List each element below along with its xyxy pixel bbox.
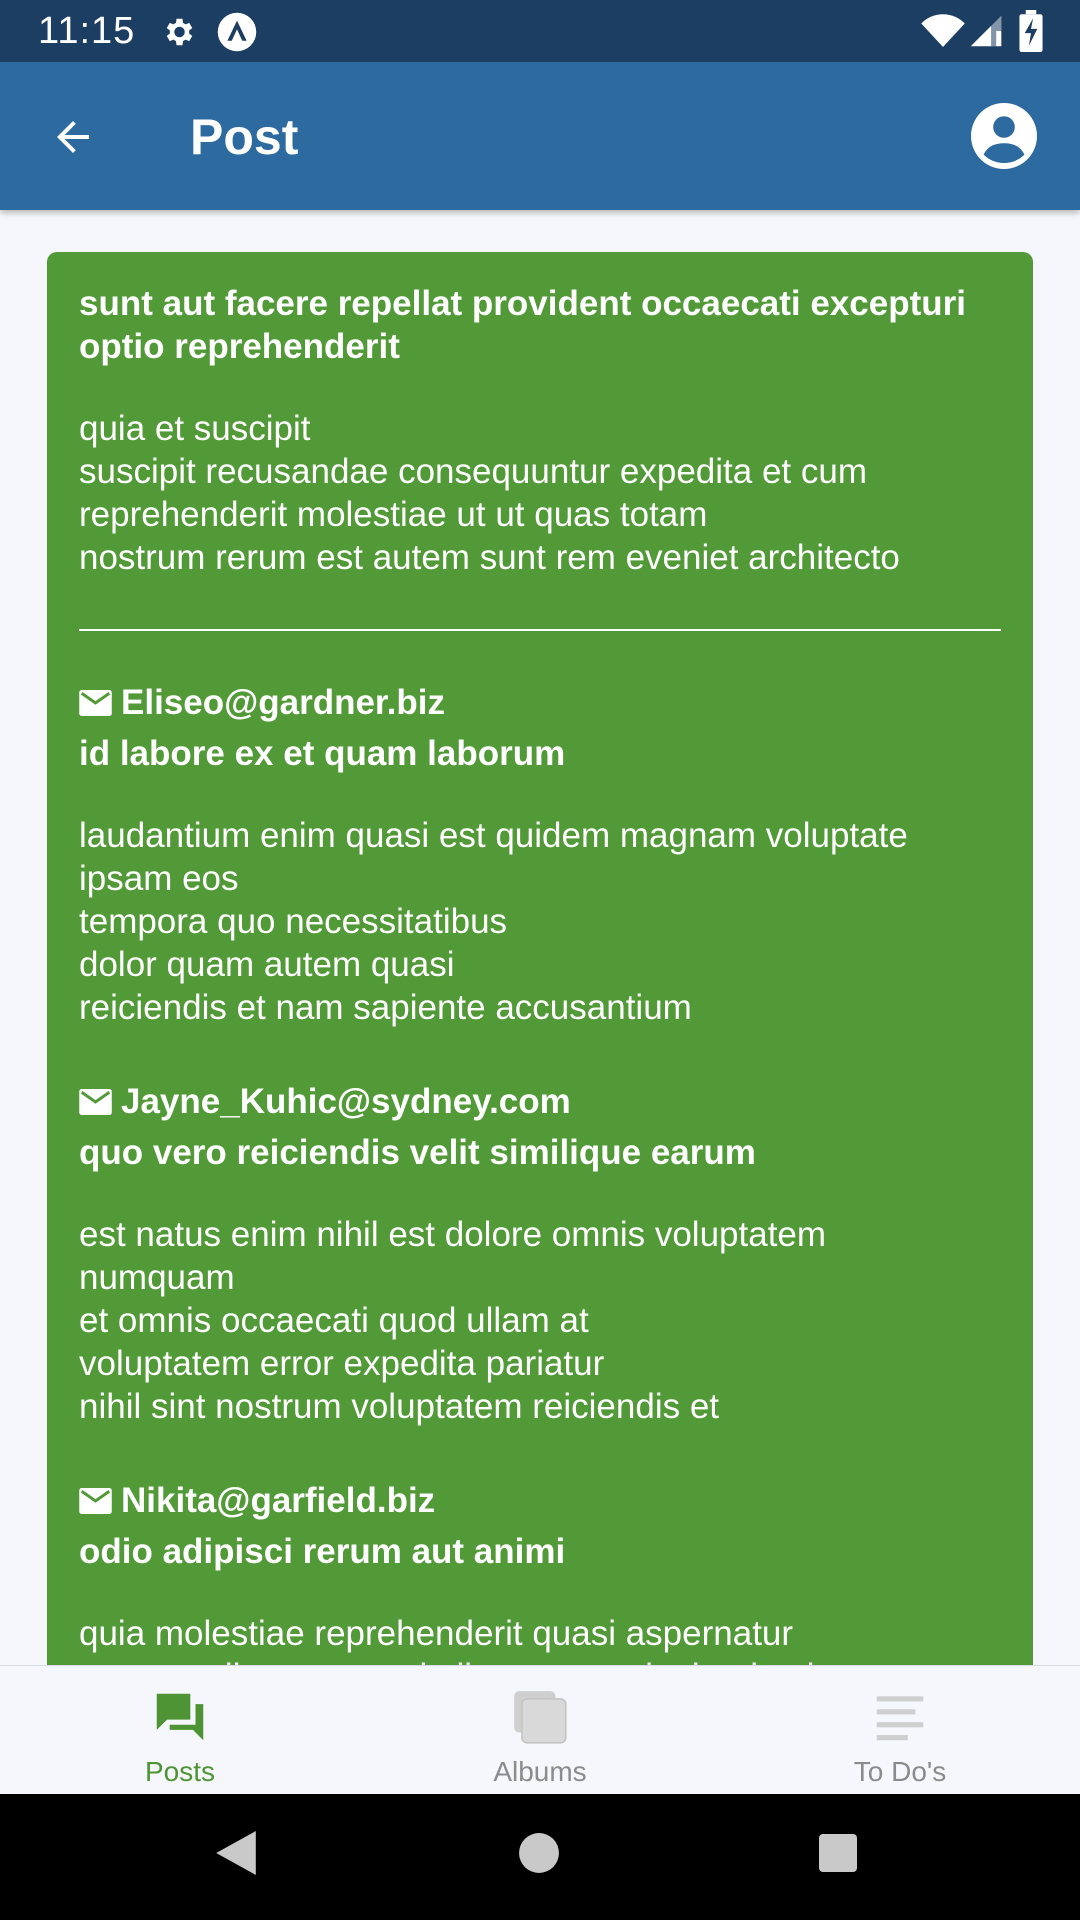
- content-scroll-area[interactable]: [0, 210, 1080, 1665]
- comment-body-line: dolor quam autem quasi: [79, 945, 455, 984]
- bottom-navigation: [0, 1665, 1080, 1794]
- arrow-left-icon: [49, 113, 97, 161]
- post-title: sunt aut facere repellat provident occaecati excepturi optio reprehenderit: [79, 284, 966, 366]
- comment-name: odio adipisci rerum aut animi: [79, 1532, 566, 1571]
- comment-body-line: quia molestiae reprehenderit quasi aspernatur: [79, 1614, 794, 1653]
- comment-body-line: ipsam eos: [79, 859, 239, 898]
- comment-email-row: [79, 1479, 1001, 1522]
- status-bar: [0, 0, 1080, 62]
- comment-body-line: numquam: [79, 1258, 235, 1297]
- comment-body-line: laudantium enim quasi est quidem magnam voluptate: [79, 816, 908, 855]
- post-body: [79, 407, 1001, 579]
- comment-item: [79, 1080, 1001, 1428]
- account-circle-icon[interactable]: [968, 100, 1040, 172]
- list-icon: [869, 1686, 931, 1748]
- tab-todos[interactable]: [720, 1666, 1080, 1795]
- signal-icon: [968, 14, 1004, 48]
- post-body-line: nostrum rerum est autem sunt rem eveniet architecto: [79, 538, 900, 577]
- comment-body-line: tempora quo necessitatibus: [79, 902, 508, 941]
- tab-label: To Do's: [853, 1756, 947, 1787]
- system-recents-icon[interactable]: [818, 1833, 858, 1873]
- comment-body-line: est natus enim nihil est dolore omnis voluptatem: [79, 1215, 827, 1254]
- mail-icon: [79, 690, 112, 716]
- comment-name: quo vero reiciendis velit similique earum: [79, 1133, 756, 1172]
- app-icon: [216, 11, 258, 53]
- divider: [79, 629, 1001, 631]
- comment-body-line: reiciendis et nam sapiente accusantium: [79, 988, 692, 1027]
- page-title: Post: [190, 109, 299, 165]
- comment-item: [79, 681, 1001, 1029]
- gear-icon: [160, 14, 196, 50]
- comment-body: [79, 1213, 1001, 1428]
- battery-charging-icon: [1018, 10, 1044, 52]
- system-home-icon[interactable]: [518, 1832, 560, 1874]
- tab-label: Posts: [144, 1756, 216, 1787]
- tab-label: Albums: [493, 1756, 587, 1787]
- back-button[interactable]: [42, 108, 104, 166]
- post-card: [47, 252, 1033, 1752]
- comment-name: id labore ex et quam laborum: [79, 734, 566, 773]
- status-time: 11:15: [38, 10, 136, 52]
- mail-icon: [79, 1089, 112, 1115]
- tab-albums[interactable]: [360, 1666, 720, 1795]
- comment-email-row: [79, 681, 1001, 724]
- comment-email: Eliseo@gardner.biz: [121, 683, 445, 722]
- comment-email: Jayne_Kuhic@sydney.com: [121, 1082, 571, 1121]
- comment-body-line: et omnis occaecati quod ullam at: [79, 1301, 589, 1340]
- mail-icon: [79, 1488, 112, 1514]
- comment-body: [79, 814, 1001, 1029]
- app-bar: [0, 62, 1080, 210]
- albums-icon: [509, 1686, 571, 1748]
- system-back-icon[interactable]: [214, 1828, 258, 1878]
- wifi-icon: [920, 14, 966, 48]
- comment-body-line: voluptatem error expedita pariatur: [79, 1344, 605, 1383]
- comment-email-row: [79, 1080, 1001, 1123]
- tab-posts[interactable]: [0, 1666, 360, 1795]
- post-body-line: quia et suscipit: [79, 409, 311, 448]
- post-body-line: suscipit recusandae consequuntur expedita et cum: [79, 452, 867, 491]
- forum-icon: [149, 1686, 211, 1748]
- post-body-line: reprehenderit molestiae ut ut quas totam: [79, 495, 708, 534]
- comment-email: Nikita@garfield.biz: [121, 1481, 436, 1520]
- comment-body-line: nihil sint nostrum voluptatem reiciendis et: [79, 1387, 720, 1426]
- system-navigation-bar: [0, 1794, 1080, 1920]
